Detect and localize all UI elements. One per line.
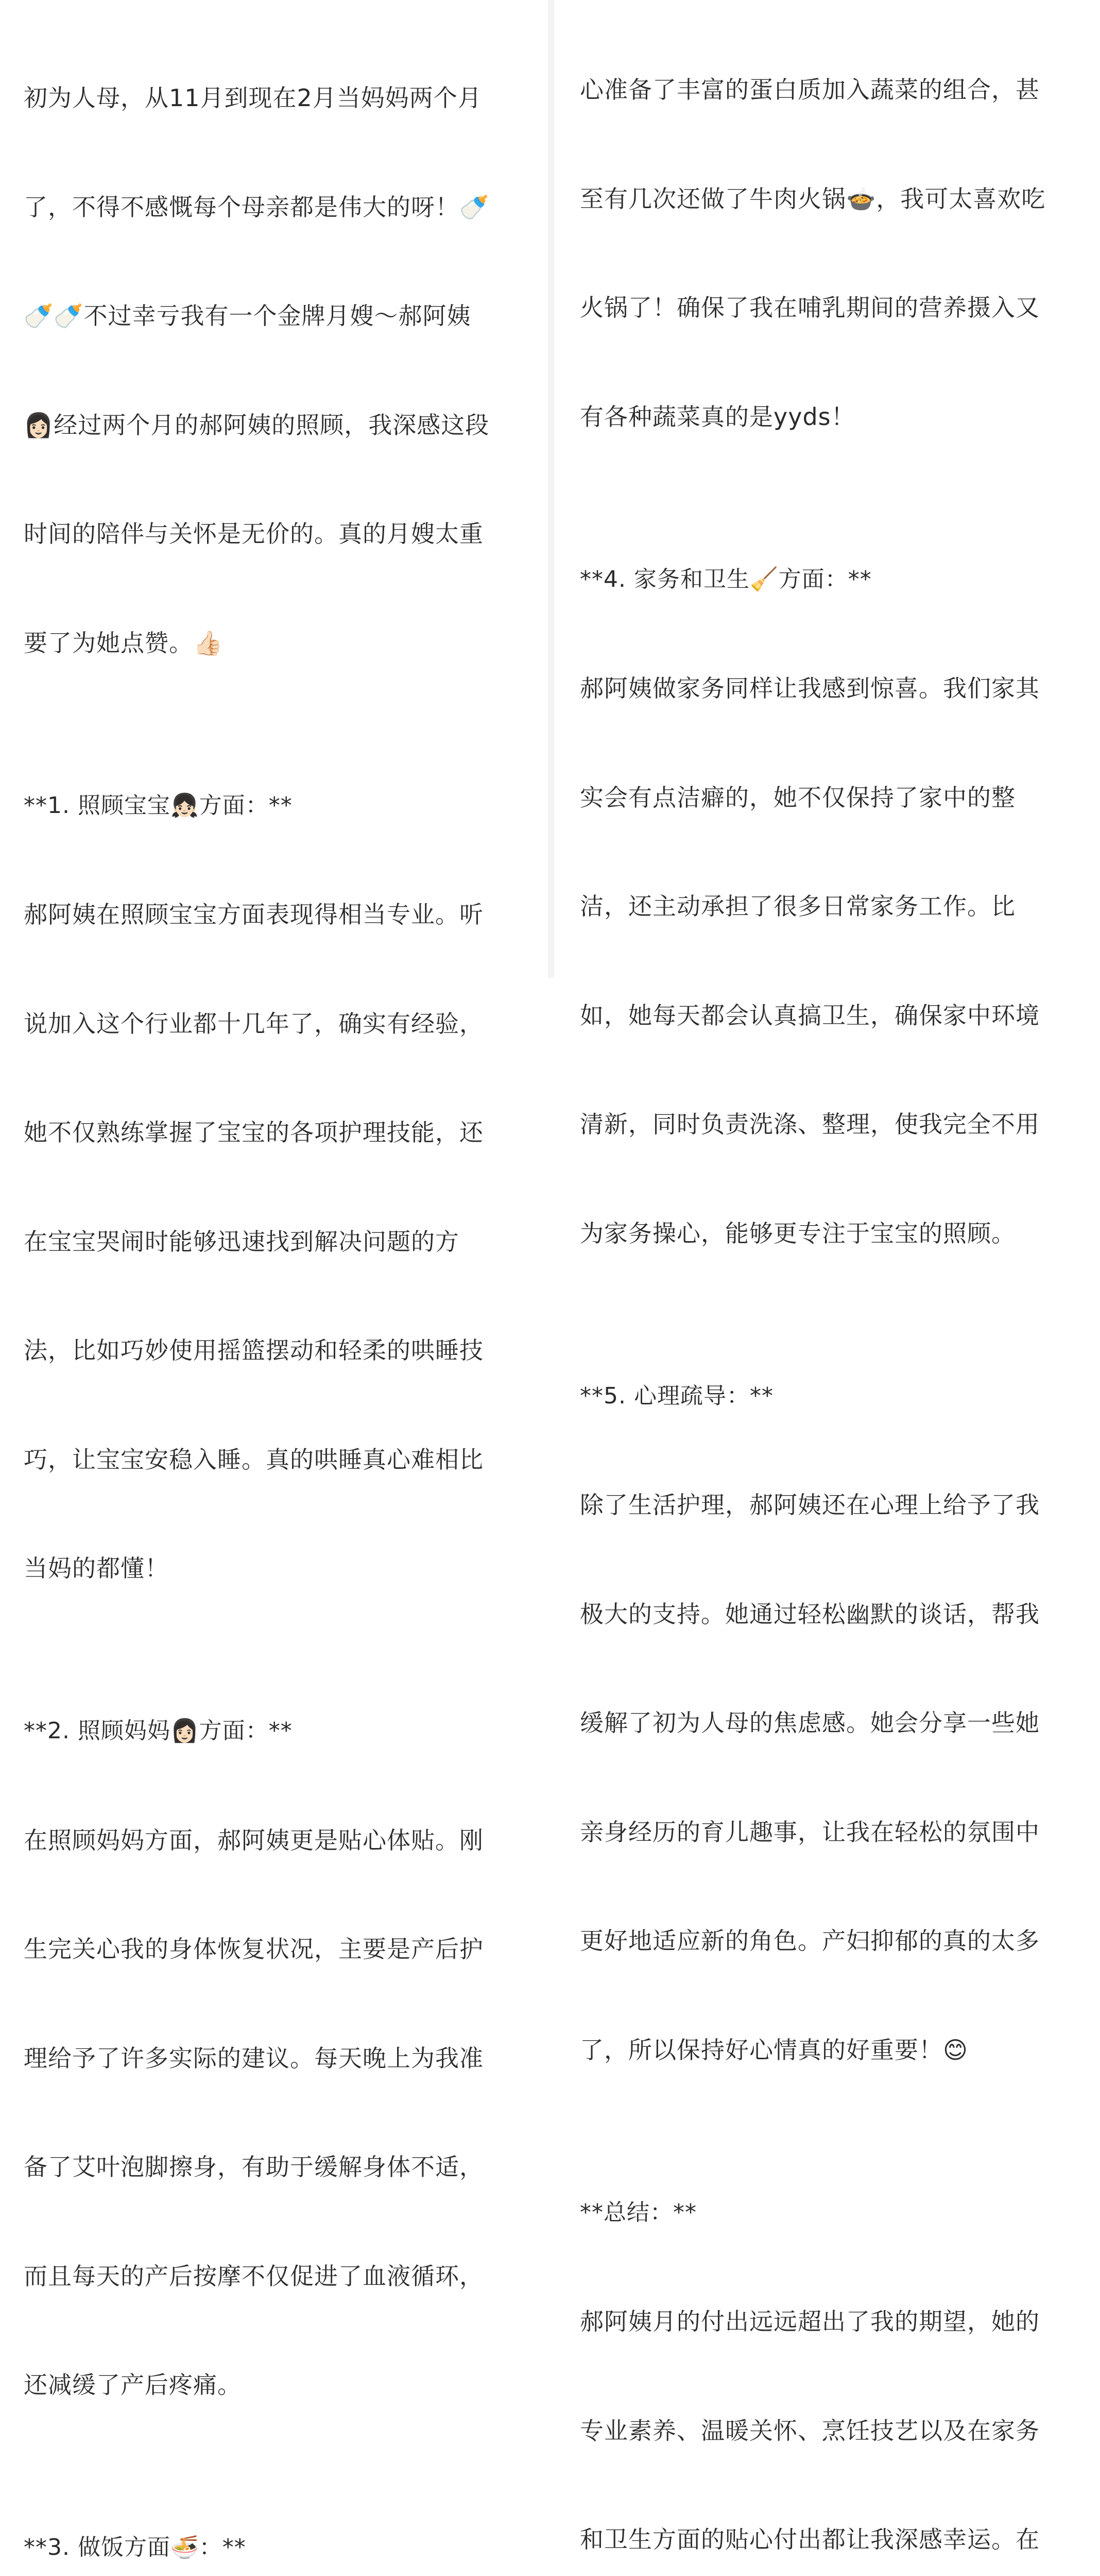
section1-heading: **1. 照顾宝宝👧🏻方面：** — [24, 792, 293, 819]
section1-line: 在宝宝哭闹时能够迅速找到解决问题的方 — [24, 1227, 459, 1256]
intro-line: 👩🏻经过两个月的郝阿姨的照顾，我深感这段 — [24, 411, 490, 439]
left-text-column — [24, 7, 489, 2576]
section3-heading: **3. 做饭方面🍜：** — [24, 2534, 246, 2561]
intro-line: 要了为她点赞。👍🏻 — [24, 629, 224, 657]
section3-continued-line: 心准备了丰富的蛋白质加入蔬菜的组合，甚 — [580, 76, 1040, 104]
left-screenshot-panel — [0, 0, 548, 2561]
section5-line: 缓解了初为人母的焦虑感。她会分享一些她 — [580, 1709, 1040, 1737]
section5-line: 更好地适应新的角色。产妇抑郁的真的太多 — [580, 1927, 1040, 1955]
summary-line: 郝阿姨月的付出远远超出了我的期望，她的 — [580, 2308, 1040, 2335]
section1-line: 法，比如巧妙使用摇篮摆动和轻柔的哄睡技 — [24, 1336, 484, 1364]
section2-line: 而且每天的产后按摩不仅促进了血液循环， — [24, 2262, 484, 2290]
intro-line: 了，不得不感慨每个母亲都是伟大的呀！🍼 — [24, 193, 490, 221]
section2-line: 生完关心我的身体恢复状况，主要是产后护 — [24, 1935, 484, 1963]
section4-line: 为家务操心，能够更专注于宝宝的照顾。 — [580, 1219, 1016, 1247]
section4-line: 洁，还主动承担了很多日常家务工作。比 — [580, 892, 1016, 920]
section3-continued-line: 火锅了！确保了我在哺乳期间的营养摄入又 — [580, 294, 1040, 321]
section1-line: 她不仅熟练掌握了宝宝的各项护理技能，还 — [24, 1118, 484, 1146]
section3-continued-line: 至有几次还做了牛肉火锅🍲，我可太喜欢吃 — [580, 184, 1046, 213]
section4-line: 郝阿姨做家务同样让我感到惊喜。我们家其 — [580, 674, 1040, 702]
section5-line: 了，所以保持好心情真的好重要！😊 — [580, 2036, 968, 2064]
summary-line: 专业素养、温暖关怀、烹饪技艺以及在家务 — [580, 2416, 1040, 2445]
section2-line: 还减缓了产后疼痛。 — [24, 2371, 242, 2399]
summary-heading: **总结：** — [580, 2199, 697, 2226]
section2-line: 在照顾妈妈方面，郝阿姨更是贴心体贴。刚 — [24, 1826, 484, 1854]
section2-heading: **2. 照顾妈妈👩🏻方面：** — [24, 1718, 293, 1744]
section2-line: 理给予了许多实际的建议。每天晚上为我准 — [24, 2044, 484, 2072]
section1-line: 当妈的都懂！ — [24, 1554, 169, 1582]
section5-heading: **5. 心理疏导：** — [580, 1382, 774, 1409]
section1-line: 说加入这个行业都十几年了，确实有经验， — [24, 1009, 484, 1038]
right-screenshot-panel — [554, 0, 1100, 2553]
summary-line: 和卫生方面的贴心付出都让我深感幸运。在 — [580, 2526, 1040, 2553]
section2-line: 备了艾叶泡脚擦身，有助于缓解身体不适， — [24, 2153, 484, 2181]
section3-continued-line: 有各种蔬菜真的是yyds！ — [580, 402, 855, 431]
section4-line: 如，她每天都会认真搞卫生，确保家中环境 — [580, 1001, 1040, 1029]
section4-line: 实会有点洁癖的，她不仅保持了家中的整 — [580, 783, 1016, 811]
section1-line: 巧，让宝宝安稳入睡。真的哄睡真心难相比 — [24, 1445, 484, 1473]
intro-line: 时间的陪伴与关怀是无价的。真的月嫂太重 — [24, 520, 484, 548]
section5-line: 除了生活护理，郝阿姨还在心理上给予了我 — [580, 1491, 1040, 1519]
section5-line: 极大的支持。她通过轻松幽默的谈话，帮我 — [580, 1600, 1040, 1628]
right-text-column — [580, 0, 1045, 2576]
section1-line: 郝阿姨在照顾宝宝方面表现得相当专业。听 — [24, 901, 484, 928]
panel-divider — [548, 0, 554, 978]
intro-line: 初为人母，从11月到现在2月当妈妈两个月 — [24, 84, 482, 112]
section5-line: 亲身经历的育儿趣事，让我在轻松的氛围中 — [580, 1818, 1040, 1846]
intro-line: 🍼🍼不过幸亏我有一个金牌月嫂～郝阿姨 — [24, 302, 471, 330]
section4-line: 清新，同时负责洗涤、整理，使我完全不用 — [580, 1110, 1040, 1138]
section4-heading: **4. 家务和卫生🧹方面：** — [580, 566, 872, 592]
